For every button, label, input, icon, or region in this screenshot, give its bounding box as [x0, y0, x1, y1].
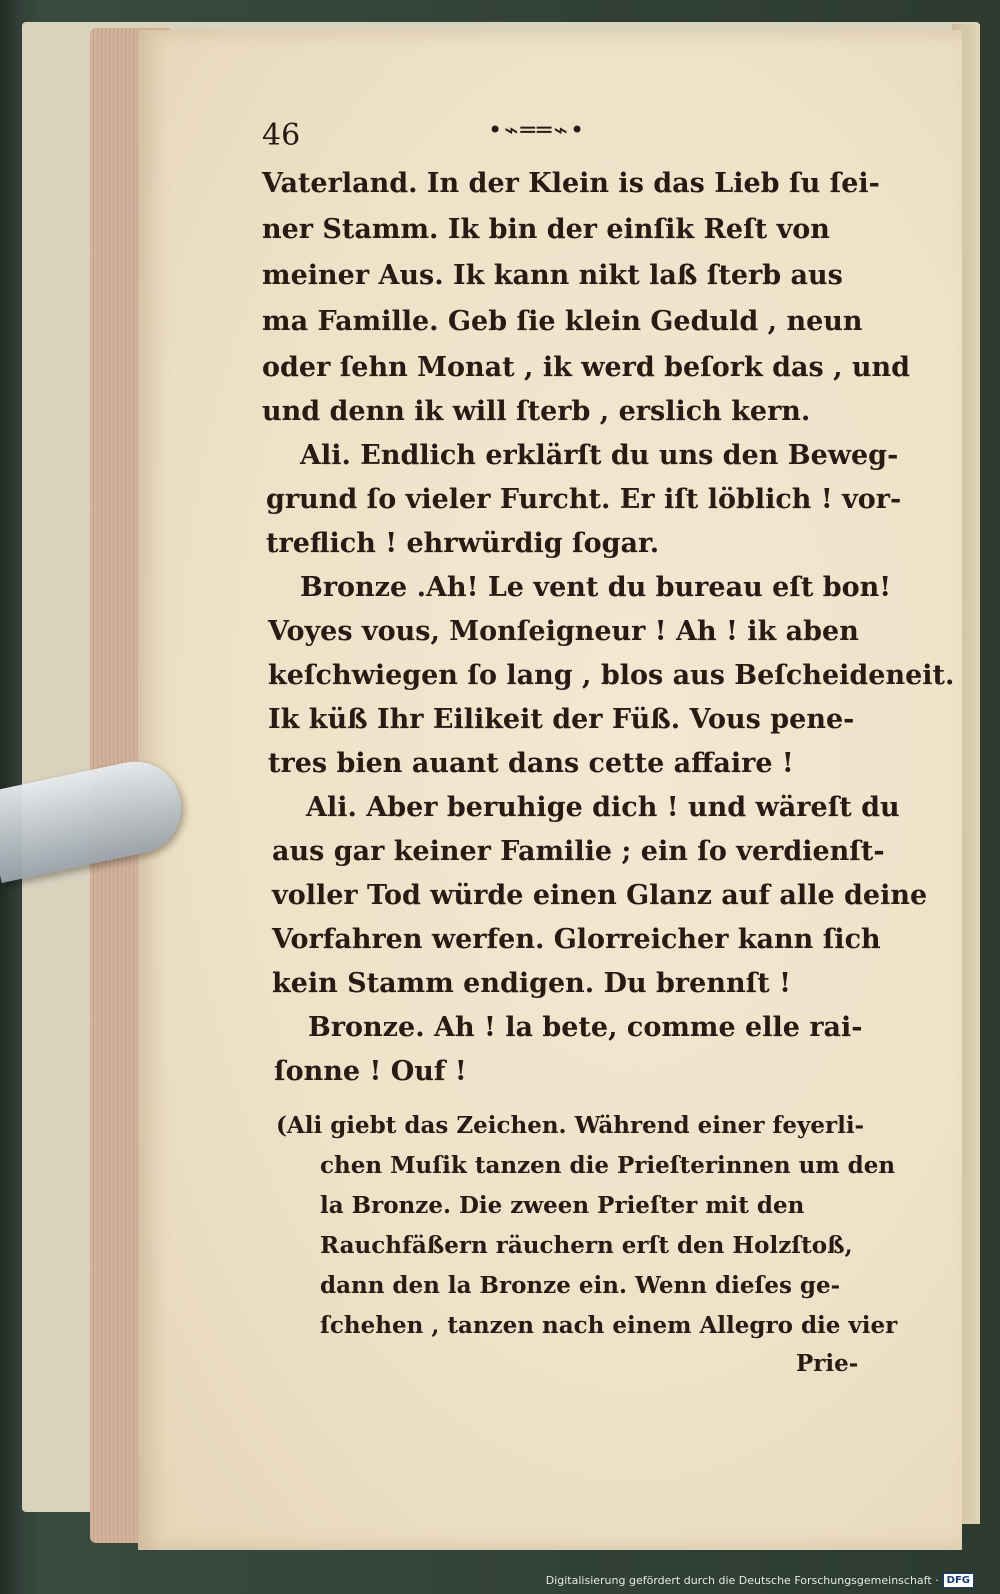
text-line: kein Stamm endigen. Du brennſt ! [272, 968, 791, 999]
text-line: Voyes vous, Monſeigneur ! Ah ! ik aben [268, 616, 859, 647]
text-line: oder ſehn Monat , ik werd beſork das , und [262, 352, 911, 383]
text-line: keſchwiegen ſo lang , blos aus Beſcheideneit. [268, 660, 955, 691]
speaker-line-bronze: Bronze. Ah ! la bete, comme elle rai- [308, 1012, 863, 1043]
stage-direction-line: (Ali giebt das Zeichen. Während einer feyerli- [276, 1112, 865, 1139]
text-line: treflich ! ehrwürdig ſogar. [266, 528, 660, 559]
stage-direction-line: Rauchfäßern räuchern erſt den Holzſtoß, [320, 1232, 853, 1259]
header-ornament: •⌁══⌁• [488, 116, 587, 144]
digitization-credit [546, 1573, 974, 1588]
text-line: ſonne ! Ouf ! [274, 1056, 467, 1087]
stage-direction-line: ſchehen , tanzen nach einem Allegro die vier [320, 1312, 898, 1339]
page-number: 46 [262, 118, 301, 153]
text-line: meiner Aus. Ik kann nikt laß ſterb aus [262, 260, 843, 291]
dfg-logo: DFG [943, 1573, 974, 1588]
text-line: aus gar keiner Familie ; ein ſo verdienſt- [272, 836, 885, 867]
text-line: ma Famille. Geb ſie klein Geduld , neun [262, 306, 863, 337]
catchword: Prie- [796, 1350, 859, 1377]
stage-direction-line: la Bronze. Die zween Prieſter mit den [320, 1192, 805, 1219]
speaker-line-ali: Ali. Aber beruhige dich ! und wäreſt du [306, 792, 900, 823]
text-line: ner Stamm. Ik bin der einſik Reſt von [262, 214, 830, 245]
credit-text: Digitalisierung gefördert durch die Deutsche Forschungsgemeinschaft · [545, 1574, 939, 1587]
text-line: Vaterland. In der Klein is das Lieb ſu ſei- [262, 168, 880, 199]
text-line: Ik küß Ihr Eilikeit der Füß. Vous pene- [268, 704, 855, 735]
text-line: Vorfahren werfen. Glorreicher kann ſich [272, 924, 881, 955]
text-line: grund ſo vieler Furcht. Er iſt löblich ! vor- [266, 484, 902, 515]
text-line: tres bien auant dans cette affaire ! [268, 748, 794, 779]
text-line: und denn ik will ſterb , erslich kern. [262, 396, 811, 427]
speaker-line-bronze: Bronze .Ah! Le vent du bureau eſt bon! [300, 572, 892, 603]
stage-direction-line: chen Muſik tanzen die Prieſterinnen um den [320, 1152, 896, 1179]
text-line: voller Tod würde einen Glanz auf alle deine [272, 880, 928, 911]
stage-direction-line: dann den la Bronze ein. Wenn dieſes ge- [320, 1272, 841, 1299]
speaker-line-ali: Ali. Endlich erklärſt du uns den Beweg- [300, 440, 899, 471]
